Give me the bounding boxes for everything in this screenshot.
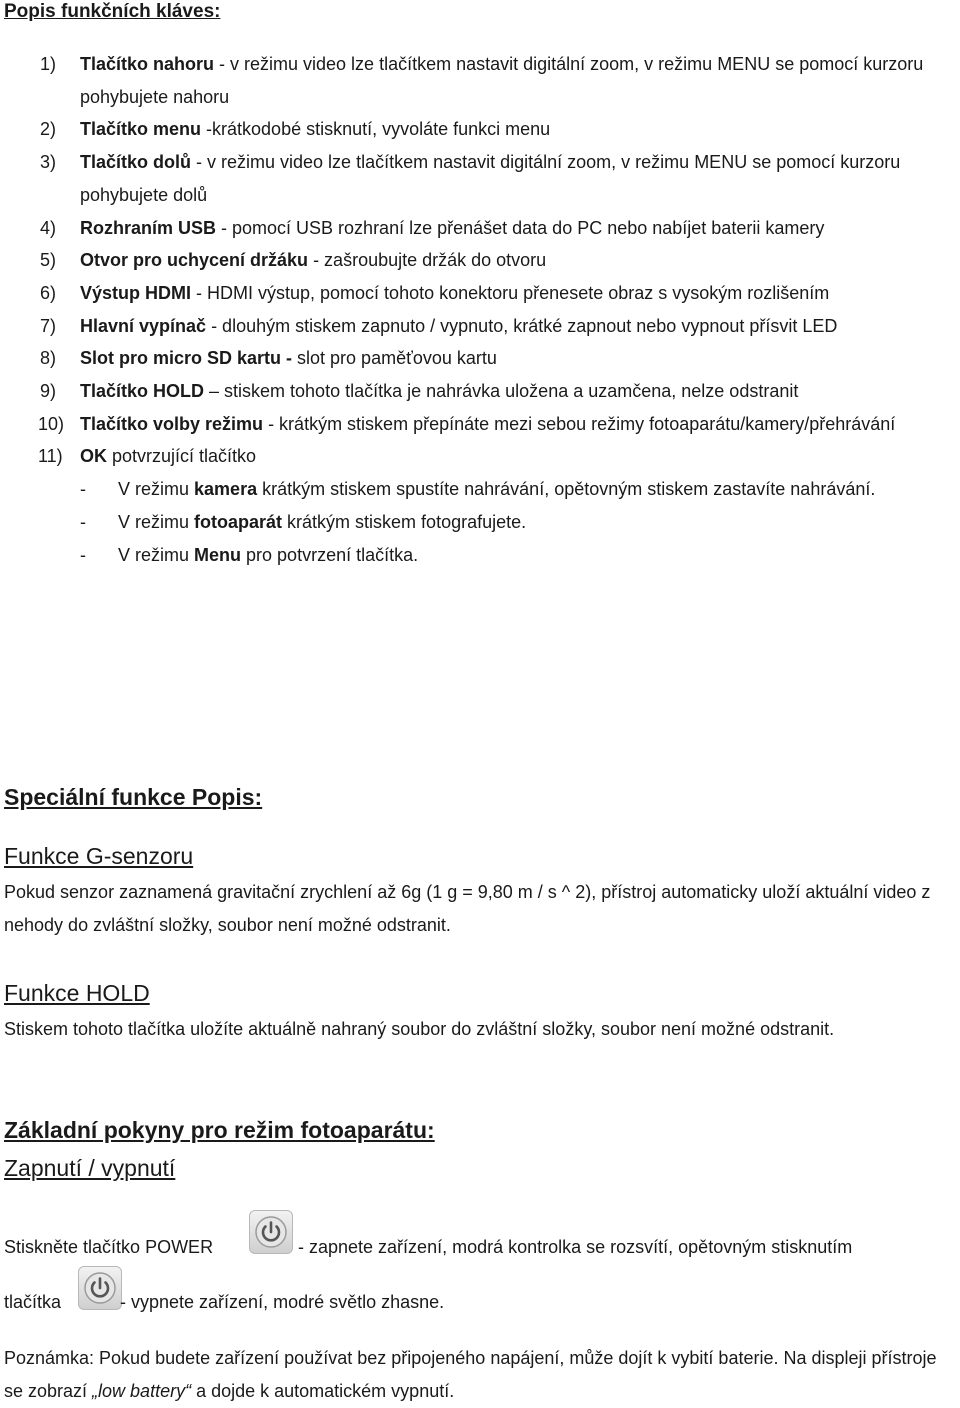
item-text: - v režimu video lze tlačítkem nastavit digitální zoom, v režimu MENU se pomocí kurzoru pohybujete nahoru (80, 54, 924, 107)
item-number: 6) (40, 282, 57, 303)
item-text: – stiskem tohoto tlačítka je nahrávka uložena a uzamčena, nelze odstranit (204, 381, 799, 402)
note-start: Poznámka: Pokud budete zařízení používat bez připojeného napájení, může dojít k vybití baterie. Na displeji přístroje se zobrazí (4, 1348, 937, 1401)
item-number: 5) (40, 250, 57, 271)
sub-bold: Menu (194, 544, 242, 565)
power-line-2-start: tlačítka (4, 1292, 62, 1312)
sub-text: krátkým stiskem fotografujete. (282, 511, 527, 532)
list-item (0, 375, 960, 408)
list-item (0, 310, 960, 343)
power-line-2-end: - vypnete zařízení, modré světlo zhasne. (120, 1292, 445, 1312)
item-text: -krátkodobé stisknutí, vyvoláte funkci menu (201, 119, 551, 140)
ok-sub-item (0, 473, 960, 506)
item-label: Otvor pro uchycení držáku (80, 250, 309, 271)
item-text: slot pro paměťovou kartu (292, 348, 497, 369)
dash: - (80, 511, 86, 532)
dash: - (80, 479, 86, 500)
onoff-title: Zapnutí / vypnutí (4, 1155, 176, 1181)
sub-bold: kamera (194, 479, 258, 500)
list-item (0, 113, 960, 146)
list-item (0, 48, 960, 113)
list-item (0, 342, 960, 375)
gsensor-text: Pokud senzor zaznamená gravitační zrychlení až 6g (1 g = 9,80 m / s ^ 2), přístroj automaticky uloží aktuální video z nehody do zvláštní složky, soubor není možné odstranit. (4, 882, 931, 935)
item-label: Slot pro micro SD kartu - (80, 348, 293, 369)
camera-title: Základní pokyny pro režim fotoaparátu: (4, 1117, 435, 1143)
ok-sub-item (0, 506, 960, 539)
list-item (0, 277, 960, 310)
key-functions-list (0, 48, 960, 571)
item-text: - zašroubujte držák do otvoru (308, 250, 547, 271)
list-item (0, 146, 960, 211)
special-title: Speciální funkce Popis: (4, 784, 263, 810)
power-icon-glyph (254, 1215, 288, 1249)
hold-text: Stiskem tohoto tlačítka uložíte aktuálně nahraný soubor do zvláštní složky, soubor není možné odstranit. (4, 1019, 835, 1039)
sub-text: V režimu (118, 511, 195, 532)
key-functions-title: Popis funkčních kláves: (4, 1, 221, 22)
item-text: - HDMI výstup, pomocí tohoto konektoru přenesete obraz s vysokým rozlišením (191, 282, 830, 303)
item-label: Rozhraním USB (80, 217, 217, 238)
power-line-1-end: - zapnete zařízení, modrá kontrolka se rozsvítí, opětovným stisknutím (298, 1237, 853, 1257)
gsensor-title: Funkce G-senzoru (4, 843, 194, 869)
item-number: 1) (40, 54, 57, 74)
item-label: OK (80, 446, 107, 467)
list-item (0, 408, 960, 441)
sub-text: krátkým stiskem spustíte nahrávání, opětovným stiskem zastavíte nahrávání. (257, 479, 876, 500)
item-label: Hlavní vypínač (80, 315, 207, 336)
item-number: 3) (40, 152, 57, 173)
item-number: 7) (40, 315, 57, 336)
item-label: Tlačítko HOLD (80, 381, 205, 402)
sub-text: V režimu (118, 479, 195, 500)
sub-text: pro potvrzení tlačítka. (241, 544, 419, 565)
power-line-1-start: Stiskněte tlačítko POWER (4, 1237, 214, 1257)
power-icon-glyph (83, 1271, 117, 1305)
item-number: 10) (38, 413, 65, 434)
list-item (0, 440, 960, 473)
item-number: 9) (40, 381, 57, 402)
item-number: 2) (40, 119, 57, 140)
item-label: Tlačítko menu (80, 119, 202, 140)
power-icon (78, 1266, 122, 1310)
hold-title: Funkce HOLD (4, 980, 150, 1006)
item-text: potvrzující tlačítko (107, 446, 257, 467)
sub-text: V režimu (118, 544, 195, 565)
ok-sub-item (0, 539, 960, 572)
note-italic: „low battery“ (92, 1381, 192, 1401)
dash: - (80, 544, 86, 565)
item-label: Výstup HDMI (80, 282, 192, 303)
item-text: - krátkým stiskem přepínáte mezi sebou režimy fotoaparátu/kamery/přehrávání (263, 413, 896, 434)
item-text: - dlouhým stiskem zapnuto / vypnuto, krátké zapnout nebo vypnout přísvit LED (206, 315, 838, 336)
item-number: 4) (40, 217, 57, 238)
item-label: Tlačítko volby režimu (80, 413, 264, 434)
item-text: - v režimu video lze tlačítkem nastavit digitální zoom, v režimu MENU se pomocí kurzoru pohybujete dolů (80, 152, 901, 205)
power-icon (249, 1210, 293, 1254)
list-item (0, 244, 960, 277)
note-text (4, 1342, 956, 1408)
list-item (0, 212, 960, 245)
item-label: Tlačítko dolů (80, 152, 192, 173)
item-number: 11) (38, 446, 63, 467)
sub-bold: fotoaparát (194, 511, 283, 532)
note-end: a dojde k automatickém vypnutí. (191, 1381, 455, 1401)
item-text: - pomocí USB rozhraní lze přenášet data do PC nebo nabíjet baterii kamery (216, 217, 825, 238)
item-number: 8) (40, 348, 57, 369)
item-label: Tlačítko nahoru (80, 54, 215, 74)
